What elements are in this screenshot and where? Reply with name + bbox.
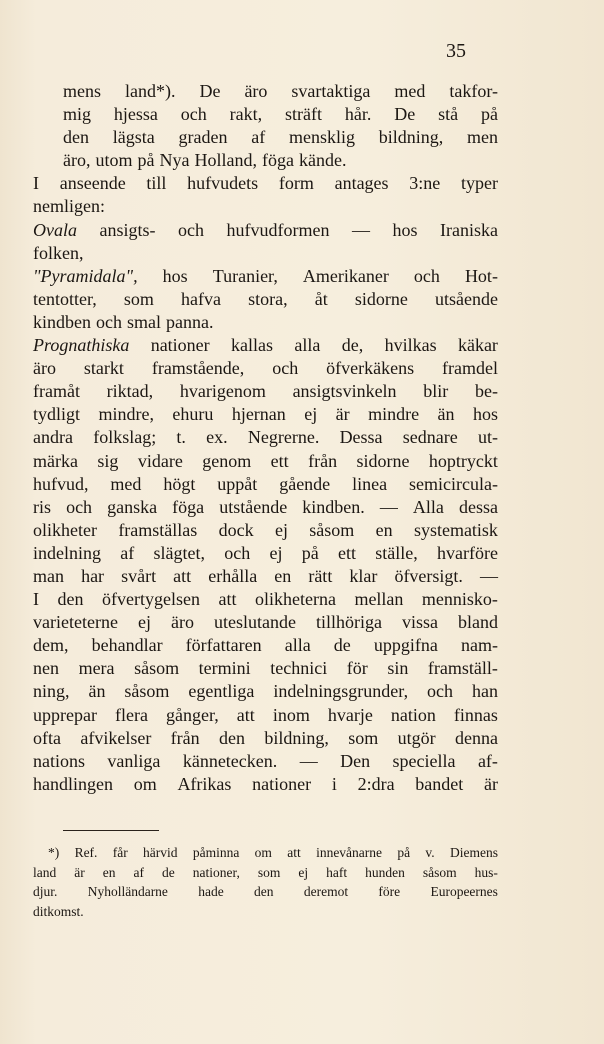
text-line: nations vanliga kännetecken. — Den speciella af- <box>33 750 498 771</box>
text-line: ofta afvikelser från den bildning, som utgör denna <box>33 727 498 748</box>
text-line: äro, utom på Nya Holland, föga kände. <box>63 150 347 171</box>
text-line: andra folkslag; t. ex. Negrerne. Dessa sednare ut- <box>33 427 498 448</box>
footnote-divider <box>63 830 159 831</box>
text-line: tentotter, som hafva stora, åt sidorne utsående <box>33 288 498 309</box>
text-line: mig hjessa och rakt, sträft hår. De stå på <box>63 104 498 125</box>
text-line: framåt riktad, hvarigenom ansigtsvinkeln blir be- <box>33 381 498 402</box>
text-line: nemligen: <box>33 196 105 217</box>
text-line: upprepar flera gånger, att inom hvarje nation finnas <box>33 704 498 725</box>
footnote <box>33 843 498 921</box>
text-line: I anseende till hufvudets form antages 3:ne typer <box>33 173 498 194</box>
footnote-line: ditkomst. <box>33 903 84 919</box>
footnote-line: djur. Nyholländarne hade den deremot före Europeernes <box>33 884 498 899</box>
text-line: "Pyramidala", hos Turanier, Amerikaner och Hot- <box>33 265 498 286</box>
text-line: I den öfvertygelsen att olikheterna mellan mennisko- <box>33 589 498 610</box>
body-text <box>33 80 498 796</box>
text-line: ning, än såsom egentliga indelningsgrunder, och han <box>33 681 498 702</box>
text-line: den lägsta graden af mensklig bildning, men <box>63 127 498 148</box>
page-number: 35 <box>446 40 466 62</box>
text-line: Ovala ansigts- och hufvudformen — hos Iraniska <box>33 219 498 240</box>
footnote-line: land är en af de nationer, som ej haft hunden såsom hus- <box>33 864 498 880</box>
text-line: äro starkt framstående, och öfverkäkens framdel <box>33 358 498 379</box>
text-line: handlingen om Afrikas nationer i 2:dra bandet är <box>33 773 498 794</box>
text-line: ris och ganska föga utstående kindben. — Alla dessa <box>33 496 498 517</box>
text-line: olikheter framställas dock ej såsom en systematisk <box>33 519 498 540</box>
text-line: mens land*). De äro svartaktiga med takfor- <box>63 81 498 101</box>
text-line: Prognathiska nationer kallas alla de, hvilkas käkar <box>33 335 498 356</box>
footnote-line: *) Ref. får härvid påminna om att innevånarne på v. Diemens <box>48 845 498 860</box>
text-line: indelning af slägtet, och ej på ett ställe, hvarföre <box>33 542 498 563</box>
text-line: dem, behandlar författaren alla de uppgifna nam- <box>33 635 498 656</box>
text-line: hufvud, med högt uppåt gående linea semicircula- <box>33 473 498 494</box>
text-line: nen mera såsom termini technici för sin framställ- <box>33 658 498 679</box>
text-line: kindben och smal panna. <box>33 311 214 332</box>
text-line: märka sig vidare genom ett från sidorne hoptryckt <box>33 450 498 471</box>
text-line: tydligt mindre, ehuru hjernan ej är mindre än hos <box>33 404 498 425</box>
text-line: man har svårt att erhålla en rätt klar öfversigt. — <box>33 565 498 586</box>
text-line: folken, <box>33 242 84 263</box>
text-line: varieteterne ej äro uteslutande tillhöriga vissa bland <box>33 612 498 633</box>
